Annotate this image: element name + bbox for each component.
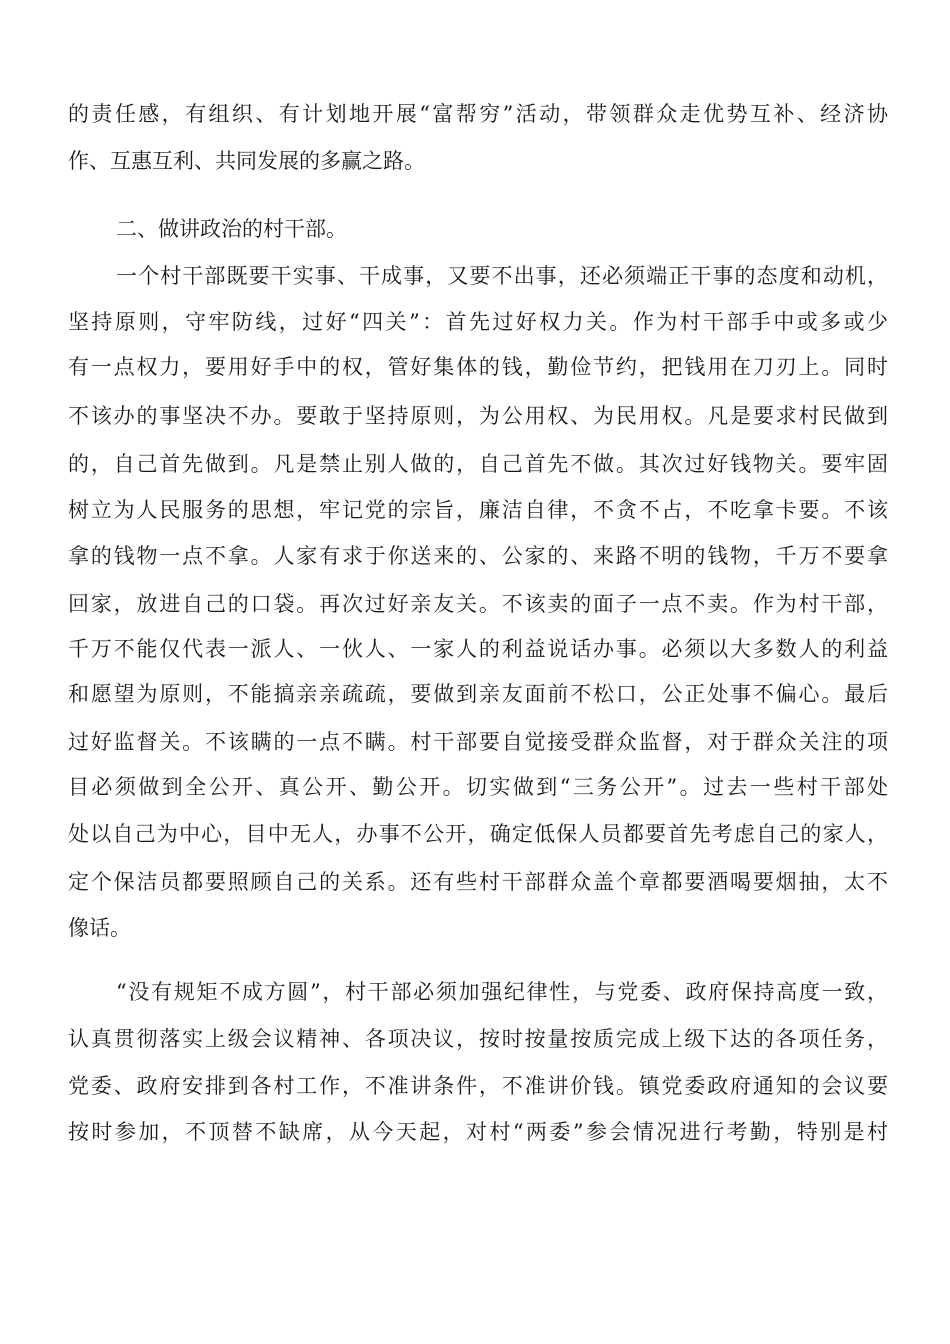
text-line: 作、互惠互利、共同发展的多赢之路。 — [68, 149, 425, 173]
text-line: 千万不能仅代表一派人、一伙人、一家人的利益说话办事。必须以大多数人的利益 — [68, 637, 888, 661]
text-line: 定个保洁员都要照顾自己的关系。还有些村干部群众盖个章都要酒喝要烟抽，太不 — [68, 870, 888, 894]
text-line: 和愿望为原则，不能搞亲亲疏疏，要做到亲友面前不松口，公正处事不偏心。最后 — [68, 682, 888, 706]
text-line: 一个村干部既要干实事、干成事，又要不出事，还必须端正干事的态度和动机， — [116, 264, 888, 288]
text-line: 不该办的事坚决不办。要敢于坚持原则，为公用权、为民用权。凡是要求村民做到 — [68, 404, 888, 428]
text-line: 拿的钱物一点不拿。人家有求于你送来的、公家的、来路不明的钱物，千万不要拿 — [68, 544, 888, 568]
text-line: 按时参加，不顶替不缺席，从今天起，对村“两委”参会情况进行考勤，特别是村 — [68, 1120, 888, 1144]
text-line: 党委、政府安排到各村工作，不准讲条件，不准讲价钱。镇党委政府通知的会议要 — [68, 1074, 888, 1098]
text-line: 认真贯彻落实上级会议精神、各项决议，按时按量按质完成上级下达的各项任务， — [68, 1027, 888, 1051]
text-line: 过好监督关。不该瞒的一点不瞒。村干部要自觉接受群众监督，对于群众关注的项 — [68, 730, 888, 754]
text-line: 的责任感，有组织、有计划地开展“富帮穷”活动，带领群众走优势互补、经济协 — [68, 102, 888, 126]
text-line: 回家，放进自己的口袋。再次过好亲友关。不该卖的面子一点不卖。作为村干部， — [68, 592, 888, 616]
text-line: 树立为人民服务的思想，牢记党的宗旨，廉洁自律，不贪不占，不吃拿卡要。不该 — [68, 498, 888, 522]
text-line: 像话。 — [68, 916, 131, 940]
text-line: 的，自己首先做到。凡是禁止别人做的，自己首先不做。其次过好钱物关。要牢固 — [68, 452, 888, 476]
text-line: “没有规矩不成方圆”，村干部必须加强纪律性，与党委、政府保持高度一致， — [116, 980, 888, 1004]
text-line: 目必须做到全公开、真公开、勤公开。切实做到“三务公开”。过去一些村干部处 — [68, 775, 888, 799]
text-line: 有一点权力，要用好手中的权，管好集体的钱，勤俭节约，把钱用在刀刃上。同时 — [68, 355, 888, 379]
section-heading: 二、做讲政治的村干部。 — [116, 217, 347, 241]
text-line: 坚持原则，守牢防线，过好“四关”：首先过好权力关。作为村干部手中或多或少 — [68, 310, 888, 334]
text-line: 处以自己为中心，目中无人，办事不公开，确定低保人员都要首先考虑自己的家人， — [68, 822, 888, 846]
